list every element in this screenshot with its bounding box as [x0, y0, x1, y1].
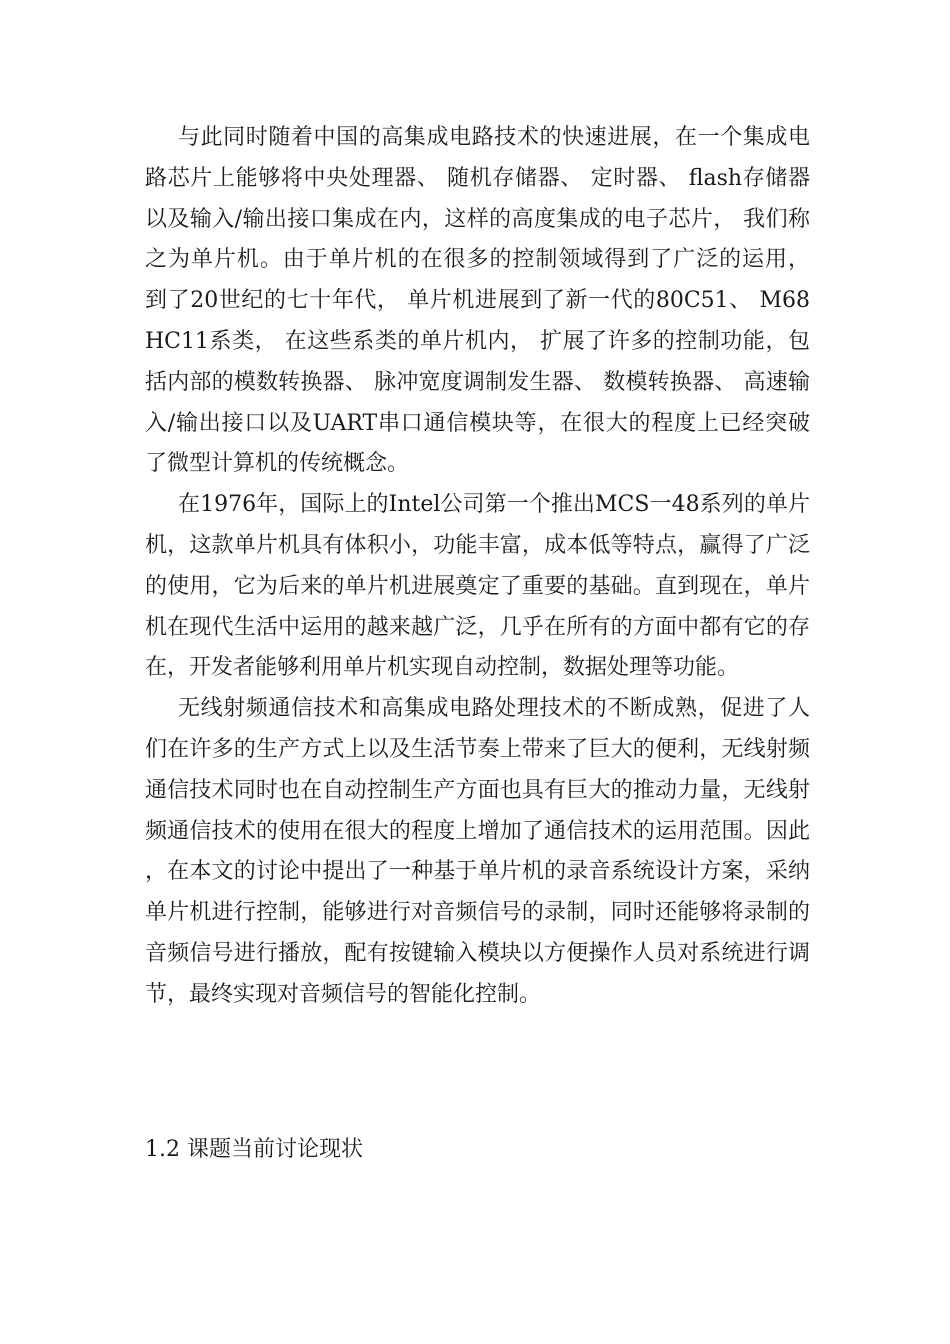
- document-body: [145, 118, 810, 1016]
- paragraph-1: 与此同时随着中国的高集成电路技术的快速进展，在一个集成电路芯片上能够将中央处理器、 随机存储器、 定时器、 flash存储器以及输入/输出接口集成在内，这样的高度集成的电子芯片， 我们称之为单片机。由于单片机的在很多的控制领域得到了广泛的运用， 到了20世纪的七十年代， 单片机进展到了新一代的80C51、 M68HC11系类， 在这些系类的单片机内， 扩展了许多的控制功能，包括内部的模数转换器、 脉冲宽度调制发生器、 数模转换器、 高速输入/输出接口以及UART串口通信模块等，在很大的程度上已经突破了微型计算机的传统概念。: [145, 125, 810, 477]
- paragraph-2: 在1976年，国际上的Intel公司第一个推出MCS一48系列的单片机，这款单片机具有体积小，功能丰富，成本低等特点，赢得了广泛的使用，它为后来的单片机进展奠定了重要的基础。直到现在，单片机在现代生活中运用的越来越广泛，几乎在所有的方面中都有它的存在，开发者能够利用单片机实现自动控制，数据处理等功能。: [145, 492, 810, 681]
- paragraph-3: 无线射频通信技术和高集成电路处理技术的不断成熟，促进了人们在许多的生产方式上以及生活节奏上带来了巨大的便利，无线射频通信技术同时也在自动控制生产方面也具有巨大的推动力量，无线射频通信技术的使用在很大的程度上增加了通信技术的运用范围。因此，在本文的讨论中提出了一种基于单片机的录音系统设计方案，采纳单片机进行控制，能够进行对音频信号的录制，同时还能够将录制的音频信号进行播放，配有按键输入模块以方便操作人员对系统进行调节，最终实现对音频信号的智能化控制。: [145, 696, 810, 1007]
- section-heading: 1.2 课题当前讨论现状: [145, 1137, 363, 1162]
